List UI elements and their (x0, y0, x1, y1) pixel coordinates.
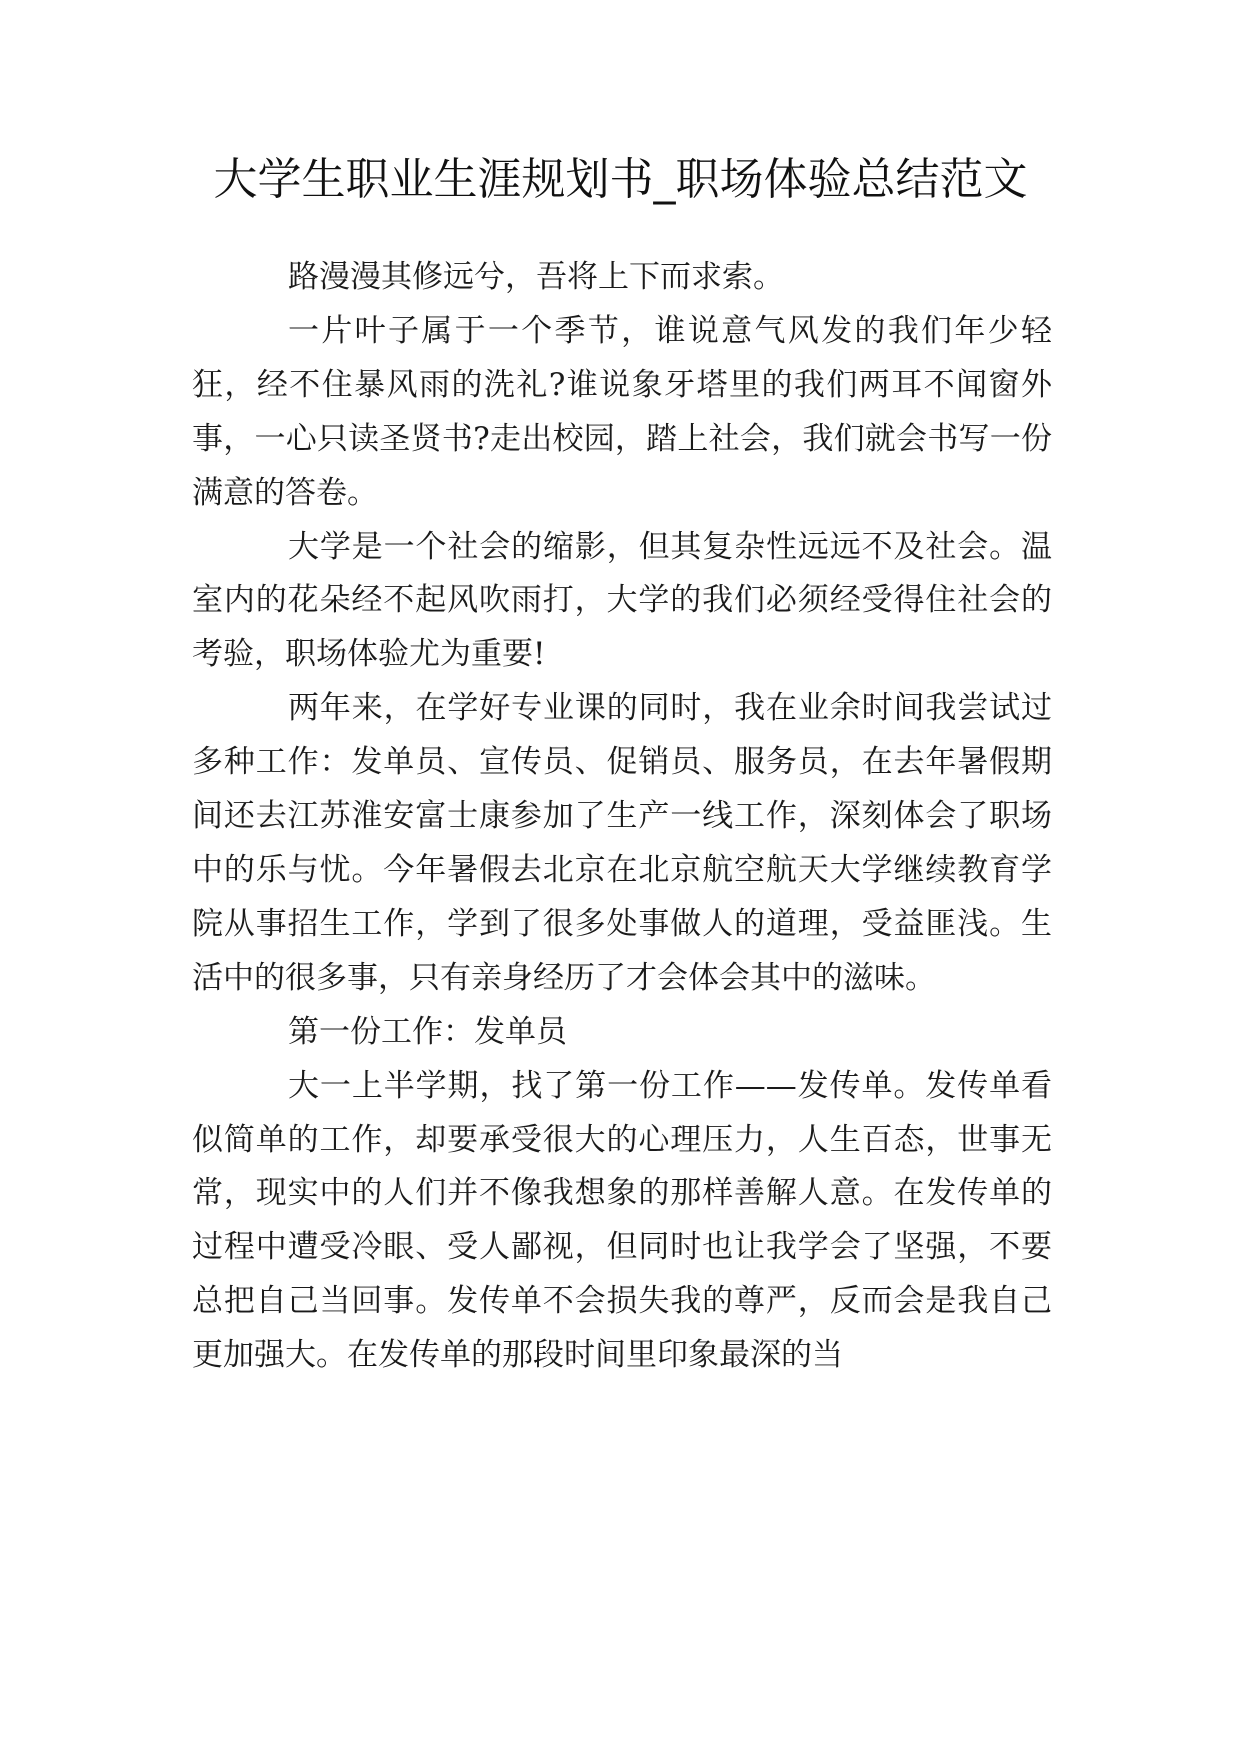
document-title: 大学生职业生涯规划书_职场体验总结范文 (213, 154, 1028, 205)
paragraph-university-society: 大学是一个社会的缩影，但其复杂性远远不及社会。温室内的花朵经不起风吹雨打，大学的我们必须经受得住社会的考验，职场体验尤为重要! (192, 528, 1052, 673)
paragraph-flyer-job: 大一上半学期，找了第一份工作——发传单。发传单看似简单的工作，却要承受很大的心理压力，人生百态，世事无常，现实中的人们并不像我想象的那样善解人意。在发传单的过程中遭受冷眼、受人鄙视，但同时也让我学会了坚强，不要总把自己当回事。发传单不会损失我的尊严，反而会是我自己更加强大。在发传单的那段时间里印象最深的当 (192, 1067, 1052, 1374)
paragraph-work-experience: 两年来，在学好专业课的同时，我在业余时间我尝试过多种工作：发单员、宣传员、促销员、服务员，在去年暑假期间还去江苏淮安富士康参加了生产一线工作，深刻体会了职场中的乐与忧。今年暑假去北京在北京航空航天大学继续教育学院从事招生工作，学到了很多处事做人的道理，受益匪浅。生活中的很多事，只有亲身经历了才会体会其中的滋味。 (192, 690, 1052, 996)
paragraph-leaf-season: 一片叶子属于一个季节，谁说意气风发的我们年少轻狂，经不住暴风雨的洗礼?谁说象牙塔里的我们两耳不闻窗外事，一心只读圣贤书?走出校园，踏上社会，我们就会书写一份满意的答卷。 (192, 312, 1052, 511)
document-body (192, 251, 1052, 1383)
paragraph-epigraph: 路漫漫其修远兮，吾将上下而求索。 (288, 259, 784, 295)
section-heading-first-job: 第一份工作：发单员 (288, 1013, 567, 1050)
